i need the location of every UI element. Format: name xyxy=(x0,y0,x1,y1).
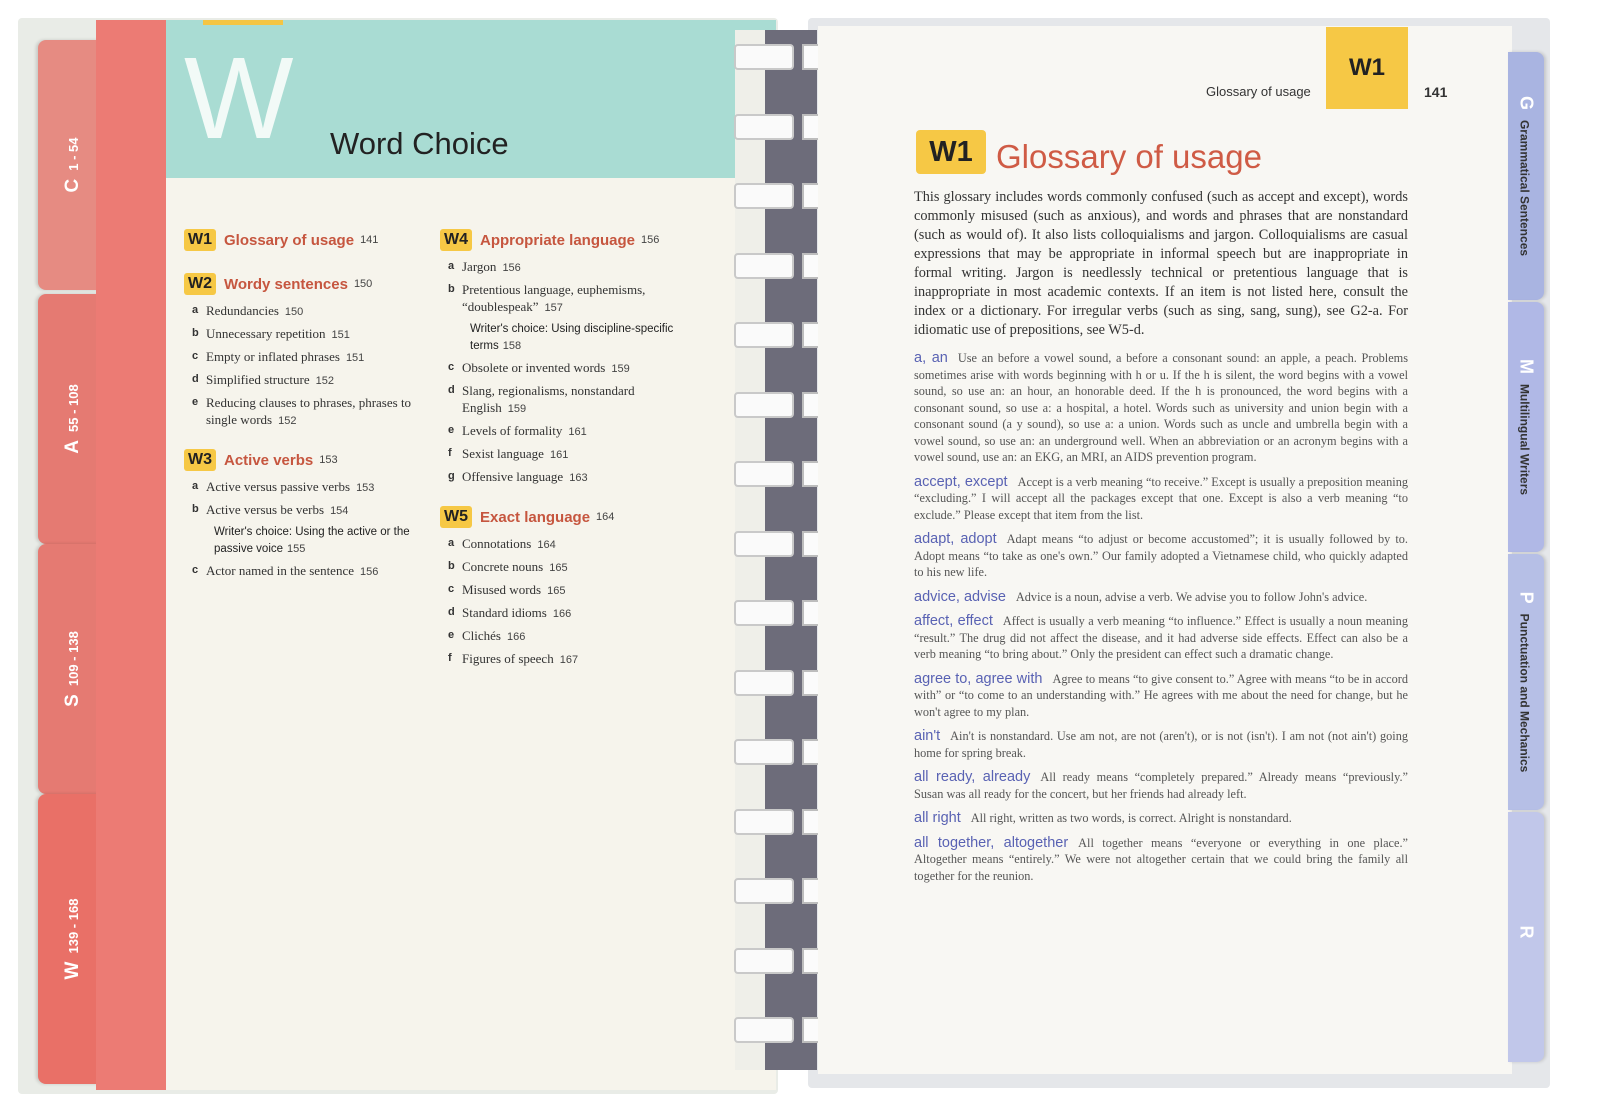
item-letter: a xyxy=(192,304,199,316)
item-letter: c xyxy=(192,564,199,576)
toc-section-head[interactable] xyxy=(184,270,434,298)
section-code-badge: W5 xyxy=(440,506,472,528)
item-letter: d xyxy=(448,384,455,396)
big-part-letter: W xyxy=(184,33,294,163)
glossary-entry xyxy=(914,728,1408,761)
section-heading: Glossary of usage xyxy=(996,138,1262,175)
section-page: 141 xyxy=(360,234,379,246)
toc-item[interactable] xyxy=(440,445,690,464)
yellow-strip xyxy=(203,20,283,25)
tab-c-label: C1 - 54 xyxy=(62,137,83,193)
glossary-entry xyxy=(914,531,1408,581)
glossary-entry xyxy=(914,350,1408,466)
part-title: Word Choice xyxy=(330,126,509,161)
page-number: 141 xyxy=(1424,84,1448,100)
glossary-entry xyxy=(914,613,1408,663)
toc-item[interactable] xyxy=(440,558,690,577)
item-letter: a xyxy=(192,480,199,492)
glossary-term: all right xyxy=(914,810,961,826)
toc-item[interactable] xyxy=(440,258,690,277)
glossary-term: ain't xyxy=(914,728,941,744)
toc-item[interactable] xyxy=(440,604,690,623)
glossary-definition: Adapt means “to adjust or become accustomed”; it is usually followed by to. Adopt means “to take as one's own.” Our family adopted a Vietnamese child, who quickly adapted to his new life. xyxy=(914,532,1408,579)
section-code-badge: W2 xyxy=(184,273,216,295)
tab-m[interactable] xyxy=(1508,302,1544,552)
writers-choice-note[interactable]: Writer's choice: Using discipline-specific terms 158 xyxy=(470,323,674,352)
item-letter: d xyxy=(192,373,199,385)
item-letter: e xyxy=(448,424,455,436)
item-text: Levels of formality 161 xyxy=(462,423,587,438)
tab-p[interactable] xyxy=(1508,554,1544,810)
tab-s-label: S109 - 138 xyxy=(62,631,83,707)
glossary-term: affect, effect xyxy=(914,613,993,629)
toc-section-head[interactable] xyxy=(440,226,690,254)
glossary-definition: All ready means “completely prepared.” Already means “previously.” Susan was all ready for the concert, but her friends had already left. xyxy=(914,770,1408,801)
toc-item[interactable] xyxy=(184,562,434,581)
item-text: Redundancies 150 xyxy=(206,303,304,318)
section-page: 164 xyxy=(596,511,615,523)
glossary-definition: Accept is a verb meaning “to receive.” Except is usually a preposition meaning “excluding.” I will accept all the packages except that one. Except is also a verb meaning “to exclude.” Please except that item from the list. xyxy=(914,474,1409,522)
toc-item[interactable] xyxy=(440,359,690,378)
toc-section-head[interactable] xyxy=(440,503,690,531)
toc-item[interactable] xyxy=(440,281,690,317)
item-text: Active versus be verbs 154 xyxy=(206,502,349,517)
left-page xyxy=(96,20,776,1090)
toc-section-w2 xyxy=(184,270,434,430)
item-text: Pretentious language, euphemisms, “doublespeak” 157 xyxy=(462,282,646,314)
glossary-intro: This glossary includes words commonly confused (such as accept and except), words commonly misused (such as anxious), and words and phrases that are nonstandard (such as would of). It also lists colloquialisms and jargon. Colloquialisms are casual expressions that may be appropriate in informal speech but are inappropriate in formal writing. Jargon is needlessly technical or pretentious language that is inappropriate in most academic contexts. If an item is not listed here, consult the index or a dictionary. For irregular verbs (such as sing, sang, sung), see G2-a. For idiomatic use of prepositions, see W5-d. xyxy=(914,189,1408,338)
toc-item[interactable] xyxy=(184,371,434,390)
glossary-entry xyxy=(914,810,1408,827)
toc-section-w1 xyxy=(184,226,434,254)
glossary-term: accept, except xyxy=(914,473,1008,490)
section-title: Active verbs xyxy=(224,451,314,469)
toc-item[interactable] xyxy=(440,650,690,669)
section-title: Wordy sentences xyxy=(224,275,348,293)
item-letter: d xyxy=(448,606,455,618)
item-text: Connotations 164 xyxy=(462,536,556,551)
item-text: Standard idioms 166 xyxy=(462,605,572,620)
glossary-definition: Use an before a vowel sound, a before a consonant sound: an apple, a peach. Problems sometimes arise with words beginning with h or u. If the h is silent, the word begins with a vowel sound, so use an: an hour, an honorable deed. If the h is pronounced, the word begins with a consonant sound, so use a: a hospital, a hotel. Words such as university and union begin with a consonant sound (a y sound), so use a: a union. Words such as uncle and umbrella begin with a vowel sound, so use an: an underground well. When an abbreviation or an acronym begins with a vowel sound, use an: an EKG, an MRI, an AIDS prevention program. xyxy=(914,351,1409,464)
tab-g-label: GGrammatical Sentences xyxy=(1516,95,1537,257)
glossary-definition: Affect is usually a verb meaning “to influence.” Effect is usually a noun meaning “result.” The drug did not affect the disease, and it had adverse side effects. Effect can also be a verb meaning “to bring about.” Only the president can effect such a dramatic change. xyxy=(914,614,1408,661)
item-text: Figures of speech 167 xyxy=(462,651,579,666)
tab-w-label: W139 - 168 xyxy=(62,898,83,980)
item-text: Actor named in the sentence 156 xyxy=(206,563,379,578)
red-band xyxy=(96,20,166,1090)
toc-item[interactable] xyxy=(440,581,690,600)
glossary-body xyxy=(914,188,1408,892)
toc-section-w3 xyxy=(184,446,434,581)
glossary-entry xyxy=(914,769,1408,802)
toc-item[interactable] xyxy=(184,302,434,321)
item-letter: b xyxy=(448,283,455,295)
item-letter: f xyxy=(448,447,452,459)
glossary-definition: All right, written as two words, is correct. Alright is nonstandard. xyxy=(970,811,1292,825)
glossary-entry xyxy=(914,671,1408,721)
tab-r[interactable] xyxy=(1508,812,1544,1062)
section-code-badge: W4 xyxy=(440,229,472,251)
item-letter: e xyxy=(448,629,455,641)
glossary-term: agree to, agree with xyxy=(914,670,1043,687)
toc-section-w4 xyxy=(440,226,690,487)
item-letter: b xyxy=(448,560,455,572)
item-letter: c xyxy=(192,350,199,362)
glossary-term: advice, advise xyxy=(914,588,1006,605)
toc-column-2 xyxy=(440,226,690,685)
glossary-term: all together, altogether xyxy=(914,834,1069,851)
toc-item[interactable] xyxy=(184,478,434,497)
tab-p-label: PPunctuation and Mechanics xyxy=(1516,591,1537,773)
item-text: Offensive language 163 xyxy=(462,469,588,484)
toc-item[interactable] xyxy=(440,535,690,554)
tab-g[interactable] xyxy=(1508,52,1544,300)
item-letter: f xyxy=(448,652,452,664)
toc-item[interactable] xyxy=(184,348,434,367)
toc-item[interactable] xyxy=(184,325,434,344)
toc-item[interactable] xyxy=(184,394,434,430)
item-letter: c xyxy=(448,583,455,595)
toc-section-w5 xyxy=(440,503,690,669)
glossary-entry xyxy=(914,474,1408,524)
tab-a-label: A55 - 108 xyxy=(62,384,83,454)
section-page: 150 xyxy=(353,278,373,290)
glossary-term: a, an xyxy=(914,350,948,366)
item-text: Simplified structure 152 xyxy=(206,372,334,387)
item-text: Sexist language 161 xyxy=(462,446,569,461)
section-title: Appropriate language xyxy=(480,231,636,249)
glossary-definition: Advice is a noun, advise a verb. We advise you to follow John's advice. xyxy=(1015,589,1368,604)
item-letter: b xyxy=(192,327,199,339)
section-title: Exact language xyxy=(480,508,591,526)
toc-column-1 xyxy=(184,226,434,597)
running-head-badge: W1 xyxy=(1326,27,1408,109)
glossary-definition: Ain't is nonstandard. Use am not, are not (aren't), or is not (isn't). I am not (not ain't) going home for spring break. xyxy=(914,729,1408,760)
writers-choice-note[interactable]: Writer's choice: Using the active or the passive voice 155 xyxy=(214,526,410,555)
section-badge: W1 xyxy=(916,130,986,174)
item-letter: a xyxy=(448,260,455,272)
toc-item[interactable] xyxy=(184,501,434,520)
item-letter: g xyxy=(448,470,455,482)
toc-item[interactable] xyxy=(440,468,690,487)
toc-item[interactable] xyxy=(440,422,690,441)
item-text: Reducing clauses to phrases, phrases to single words 152 xyxy=(206,395,412,427)
item-letter: e xyxy=(192,396,199,408)
item-text: Obsolete or invented words 159 xyxy=(462,360,630,375)
item-text: Slang, regionalisms, nonstandard English 159 xyxy=(462,383,635,415)
section-code-badge: W3 xyxy=(184,449,216,471)
glossary-term: adapt, adopt xyxy=(914,531,997,547)
glossary-term: all ready, already xyxy=(914,769,1031,785)
toc-item[interactable] xyxy=(440,627,690,646)
item-text: Concrete nouns 165 xyxy=(462,559,568,574)
item-text: Clichés 166 xyxy=(462,628,526,643)
glossary-entry xyxy=(914,589,1408,606)
glossary-definition: All together means “everyone or everything in one place.” Altogether means “entirely.” We were not altogether certain that we could bring the family all together for the reunion. xyxy=(914,835,1408,883)
item-text: Unnecessary repetition 151 xyxy=(206,326,350,341)
tab-r-label: R xyxy=(1516,925,1537,939)
item-letter: c xyxy=(448,361,455,373)
section-title: Glossary of usage xyxy=(224,231,355,249)
item-text: Jargon 156 xyxy=(462,259,521,274)
glossary-definition: Agree to means “to give consent to.” Agree with means “to be in accord with” or “to come to an understanding with.” He agrees with me about the need for change, but he won't agree to my plan. xyxy=(914,671,1409,719)
right-tab-dividers xyxy=(1508,40,1550,1070)
item-text: Empty or inflated phrases 151 xyxy=(206,349,365,364)
toc-item[interactable] xyxy=(440,382,690,418)
item-text: Misused words 165 xyxy=(462,582,566,597)
section-page: 156 xyxy=(641,234,660,246)
toc-section-head[interactable] xyxy=(184,226,434,254)
section-page: 153 xyxy=(319,454,338,466)
tab-m-label: MMultilingual Writers xyxy=(1516,358,1537,496)
item-letter: b xyxy=(192,503,199,515)
toc-section-head[interactable] xyxy=(184,446,434,474)
glossary-entry xyxy=(914,835,1408,885)
item-letter: a xyxy=(448,537,455,549)
item-text: Active versus passive verbs 153 xyxy=(206,479,375,494)
section-code-badge: W1 xyxy=(184,229,216,251)
running-head: Glossary of usage xyxy=(1206,84,1311,99)
